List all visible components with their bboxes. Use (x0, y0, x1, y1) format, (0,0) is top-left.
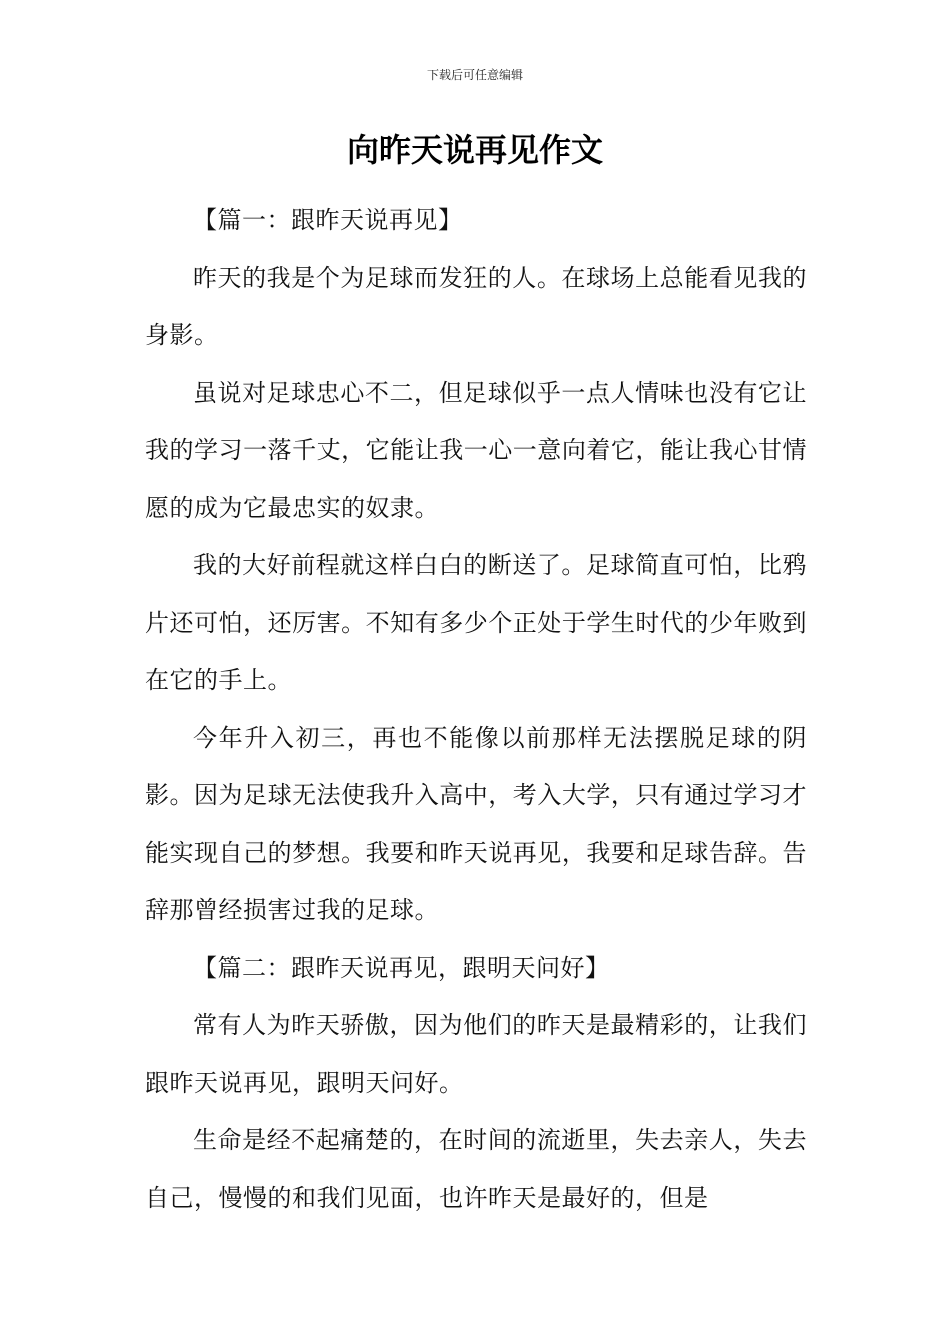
section-heading-1: 【篇一：跟昨天说再见】 (193, 206, 463, 234)
paragraph: 我的大好前程就这样白白的断送了。足球简直可怕，比鸦片还可怕，还厉害。不知有多少个正处于学生时代的少年败到在它的手上。 (145, 551, 807, 694)
paragraph: 生命是经不起痛楚的，在时间的流逝里，失去亲人，失去自己，慢慢的和我们见面，也许昨天是最好的，但是 (145, 1126, 807, 1212)
header-note: 下载后可任意编辑 (426, 68, 523, 82)
section-heading-2: 【篇二：跟昨天说再见，跟明天问好】 (193, 953, 610, 982)
paragraph: 今年升入初三，再也不能像以前那样无法摆脱足球的阴影。因为足球无法使我升入高中，考入大学，只有通过学习才能实现自己的梦想。我要和昨天说再见，我要和足球告辞。告辞那曾经损害过我的足球。 (145, 723, 807, 924)
document-title: 向昨天说再见作文 (346, 131, 603, 169)
document-body (145, 192, 807, 1227)
paragraph: 虽说对足球忠心不二，但足球似乎一点人情味也没有它让我的学习一落千丈，它能让我一心一意向着它，能让我心甘情愿的成为它最忠实的奴隶。 (145, 378, 807, 522)
paragraph: 昨天的我是个为足球而发狂的人。在球场上总能看见我的身影。 (145, 263, 807, 349)
paragraph: 常有人为昨天骄傲，因为他们的昨天是最精彩的，让我们跟昨天说再见，跟明天问好。 (145, 1011, 807, 1097)
